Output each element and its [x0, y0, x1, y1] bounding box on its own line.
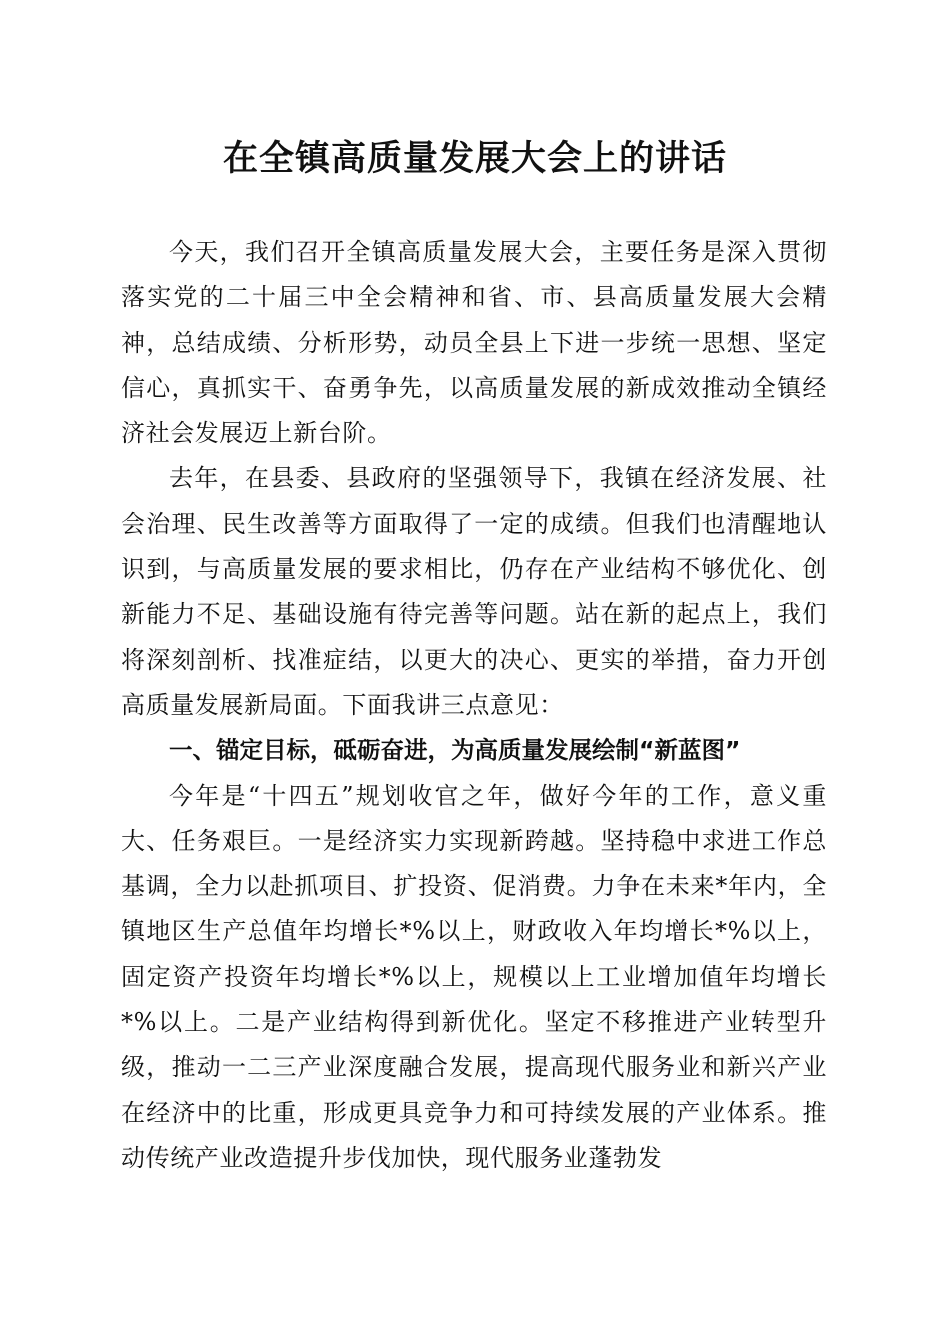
- paragraph-section-1: 今年是“十四五”规划收官之年，做好今年的工作，意义重大、任务艰巨。一是经济实力实现新跨越。坚持稳中求进工作总基调，全力以赴抓项目、扩投资、促消费。力争在未来*年内，全镇地区生产总值年均增长*%以上，财政收入年均增长*%以上，固定资产投资年均增长*%以上，规模以上工业增加值年均增长*%以上。二是产业结构得到新优化。坚定不移推进产业转型升级，推动一二三产业深度融合发展，提高现代服务业和新兴产业在经济中的比重，形成更具竞争力和可持续发展的产业体系。推动传统产业改造提升步伐加快，现代服务业蓬勃发: [121, 781, 827, 1172]
- document-title: 在全镇高质量发展大会上的讲话: [222, 138, 727, 179]
- paragraph-opening: 今天，我们召开全镇高质量发展大会，主要任务是深入贯彻落实党的二十届三中全会精神和省、市、县高质量发展大会精神，总结成绩、分析形势，动员全县上下进一步统一思想、坚定信心，真抓实干、奋勇争先，以高质量发展的新成效推动全镇经济社会发展迈上新台阶。: [121, 238, 827, 448]
- section-heading-1: 一、锚定目标，砥砺奋进，为高质量发展绘制“新蓝图”: [169, 736, 741, 765]
- paragraph-review: 去年，在县委、县政府的坚强领导下，我镇在经济发展、社会治理、民生改善等方面取得了一定的成绩。但我们也清醒地认识到，与高质量发展的要求相比，仍存在产业结构不够优化、创新能力不足、基础设施有待完善等问题。站在新的起点上，我们将深刻剖析、找准症结，以更大的决心、更实的举措，奋力开创高质量发展新局面。下面我讲三点意见：: [121, 464, 827, 719]
- document-body: [121, 230, 827, 1181]
